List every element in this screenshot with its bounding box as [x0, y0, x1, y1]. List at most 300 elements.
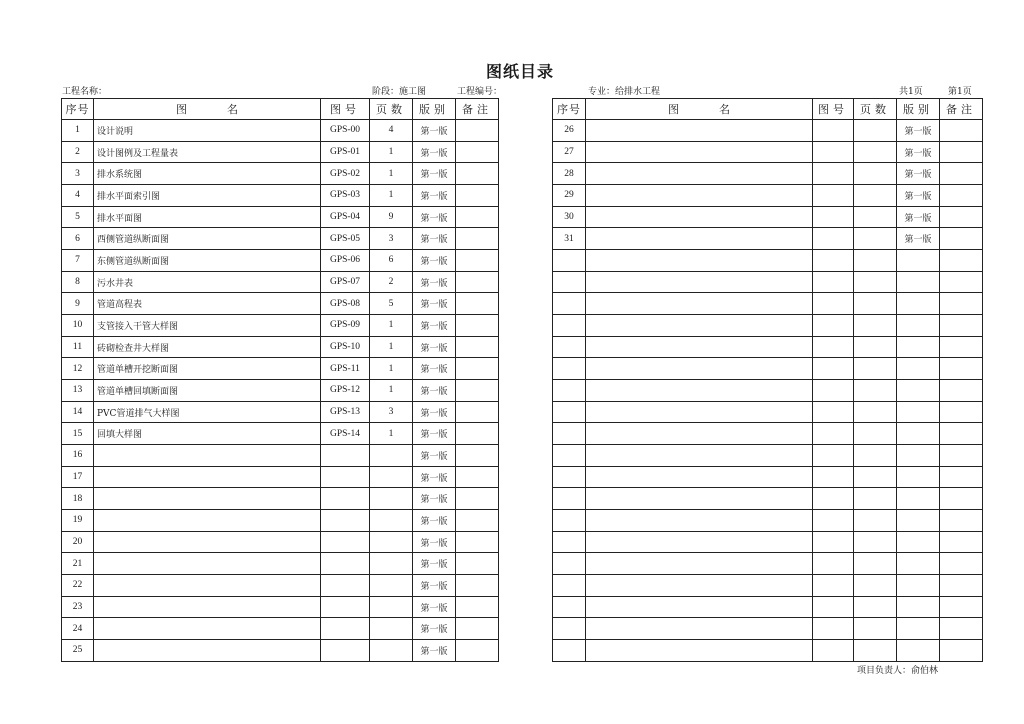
row-pages — [854, 466, 897, 488]
row-pages — [370, 575, 413, 597]
row-version: 第一版 — [413, 120, 456, 142]
row-name — [586, 358, 813, 380]
row-pages — [370, 445, 413, 467]
row-seq — [553, 531, 586, 553]
drawing-row — [62, 423, 499, 445]
row-seq: 15 — [62, 423, 94, 445]
row-code: GPS-14 — [321, 423, 370, 445]
row-code — [321, 596, 370, 618]
row-version — [897, 315, 940, 337]
row-remark — [940, 250, 983, 272]
row-code — [321, 488, 370, 510]
row-name: 设计图例及工程量表 — [94, 141, 321, 163]
row-seq: 3 — [62, 163, 94, 185]
project-responsible: 项目负责人：俞伯林 — [857, 666, 939, 676]
drawing-row — [553, 380, 983, 402]
row-remark — [456, 163, 499, 185]
row-seq: 16 — [62, 445, 94, 467]
row-remark — [940, 488, 983, 510]
row-remark — [940, 618, 983, 640]
row-version — [897, 336, 940, 358]
row-remark — [456, 120, 499, 142]
row-pages — [854, 206, 897, 228]
row-name — [94, 445, 321, 467]
drawing-row — [553, 228, 983, 250]
row-code — [813, 380, 854, 402]
row-remark — [940, 531, 983, 553]
row-name — [586, 315, 813, 337]
row-pages — [854, 553, 897, 575]
row-pages — [854, 401, 897, 423]
row-code — [321, 531, 370, 553]
row-pages — [854, 228, 897, 250]
row-name — [586, 618, 813, 640]
row-version: 第一版 — [413, 618, 456, 640]
row-name — [94, 531, 321, 553]
row-version: 第一版 — [413, 553, 456, 575]
row-pages — [370, 510, 413, 532]
row-seq — [553, 553, 586, 575]
row-code — [813, 271, 854, 293]
row-name: 排水平面索引图 — [94, 185, 321, 207]
project-name-label: 工程名称： — [62, 87, 108, 97]
header-seq: 序号 — [553, 99, 586, 120]
row-version: 第一版 — [413, 445, 456, 467]
row-name: PVC管道排气大样图 — [94, 401, 321, 423]
row-pages — [854, 120, 897, 142]
row-version: 第一版 — [413, 271, 456, 293]
row-name — [94, 575, 321, 597]
row-code — [813, 640, 854, 662]
drawing-row — [62, 553, 499, 575]
row-version — [897, 596, 940, 618]
discipline-label: 专业：给排水工程 — [588, 87, 661, 97]
row-pages — [854, 488, 897, 510]
drawing-row — [553, 315, 983, 337]
row-seq — [553, 358, 586, 380]
row-seq: 13 — [62, 380, 94, 402]
row-pages — [854, 250, 897, 272]
row-code: GPS-10 — [321, 336, 370, 358]
row-remark — [940, 510, 983, 532]
row-remark — [456, 141, 499, 163]
row-name — [586, 575, 813, 597]
row-name — [586, 250, 813, 272]
row-name — [586, 141, 813, 163]
row-name: 设计说明 — [94, 120, 321, 142]
row-version — [897, 293, 940, 315]
row-code — [813, 336, 854, 358]
row-version — [897, 531, 940, 553]
drawing-row — [62, 271, 499, 293]
row-name — [586, 336, 813, 358]
header-name: 图名 — [586, 99, 813, 120]
drawing-row — [62, 618, 499, 640]
drawing-row — [553, 640, 983, 662]
row-remark — [940, 640, 983, 662]
row-pages — [370, 531, 413, 553]
header-pages: 页数 — [370, 99, 413, 120]
row-code — [813, 596, 854, 618]
row-remark — [940, 141, 983, 163]
row-pages — [854, 423, 897, 445]
row-pages — [854, 380, 897, 402]
row-pages — [854, 293, 897, 315]
row-remark — [456, 618, 499, 640]
row-seq: 14 — [62, 401, 94, 423]
row-remark — [940, 401, 983, 423]
row-name — [586, 206, 813, 228]
row-seq: 27 — [553, 141, 586, 163]
row-remark — [940, 553, 983, 575]
row-code — [813, 250, 854, 272]
row-seq — [553, 401, 586, 423]
row-remark — [940, 336, 983, 358]
row-version — [897, 380, 940, 402]
table-header-row — [62, 99, 499, 120]
row-code — [321, 553, 370, 575]
row-version — [897, 575, 940, 597]
row-name — [586, 553, 813, 575]
row-remark — [940, 423, 983, 445]
row-code: GPS-09 — [321, 315, 370, 337]
row-pages — [854, 163, 897, 185]
row-pages: 4 — [370, 120, 413, 142]
row-code — [813, 228, 854, 250]
row-version — [897, 553, 940, 575]
drawing-row — [62, 250, 499, 272]
row-remark — [940, 228, 983, 250]
row-seq: 7 — [62, 250, 94, 272]
row-remark — [456, 250, 499, 272]
row-code: GPS-00 — [321, 120, 370, 142]
row-seq: 26 — [553, 120, 586, 142]
drawing-row — [553, 618, 983, 640]
row-pages — [854, 271, 897, 293]
row-seq: 28 — [553, 163, 586, 185]
row-code — [321, 575, 370, 597]
row-pages: 3 — [370, 401, 413, 423]
row-version: 第一版 — [413, 488, 456, 510]
row-name — [586, 466, 813, 488]
row-name — [94, 510, 321, 532]
row-remark — [456, 358, 499, 380]
row-pages — [854, 531, 897, 553]
drawing-row — [62, 380, 499, 402]
row-remark — [940, 163, 983, 185]
row-name: 西侧管道纵断面图 — [94, 228, 321, 250]
row-code — [813, 510, 854, 532]
header-name: 图名 — [94, 99, 321, 120]
drawing-row — [553, 293, 983, 315]
row-remark — [456, 531, 499, 553]
drawing-row — [62, 185, 499, 207]
row-code — [321, 466, 370, 488]
drawing-row — [553, 250, 983, 272]
row-code — [813, 206, 854, 228]
row-remark — [456, 553, 499, 575]
row-remark — [456, 315, 499, 337]
drawing-row — [553, 423, 983, 445]
row-remark — [456, 293, 499, 315]
row-seq: 6 — [62, 228, 94, 250]
row-code — [813, 445, 854, 467]
row-code — [321, 618, 370, 640]
stage-label: 阶段：施工图 — [372, 87, 427, 97]
drawing-row — [553, 596, 983, 618]
row-pages — [370, 553, 413, 575]
row-code: GPS-08 — [321, 293, 370, 315]
page-number: 第1页 — [948, 87, 972, 97]
row-version — [897, 423, 940, 445]
row-remark — [456, 596, 499, 618]
row-seq — [553, 466, 586, 488]
row-remark — [456, 445, 499, 467]
row-version: 第一版 — [413, 141, 456, 163]
row-remark — [456, 466, 499, 488]
row-pages: 1 — [370, 185, 413, 207]
row-version: 第一版 — [897, 206, 940, 228]
row-remark — [456, 423, 499, 445]
row-remark — [940, 380, 983, 402]
row-version: 第一版 — [413, 293, 456, 315]
row-pages — [370, 488, 413, 510]
row-remark — [456, 640, 499, 662]
row-remark — [940, 120, 983, 142]
row-remark — [456, 575, 499, 597]
row-pages — [854, 640, 897, 662]
row-version: 第一版 — [413, 596, 456, 618]
row-seq: 8 — [62, 271, 94, 293]
row-code — [813, 466, 854, 488]
row-pages: 1 — [370, 141, 413, 163]
row-remark — [940, 293, 983, 315]
row-version: 第一版 — [413, 315, 456, 337]
row-version: 第一版 — [413, 206, 456, 228]
row-code — [321, 445, 370, 467]
row-name — [94, 466, 321, 488]
row-version: 第一版 — [897, 185, 940, 207]
drawing-row — [553, 271, 983, 293]
drawing-row — [553, 206, 983, 228]
row-seq: 5 — [62, 206, 94, 228]
row-remark — [456, 488, 499, 510]
project-number-label: 工程编号： — [457, 87, 503, 97]
row-name — [586, 185, 813, 207]
row-pages: 1 — [370, 315, 413, 337]
row-pages: 1 — [370, 336, 413, 358]
row-remark — [456, 380, 499, 402]
row-version: 第一版 — [413, 466, 456, 488]
drawing-row — [62, 163, 499, 185]
row-code: GPS-04 — [321, 206, 370, 228]
row-version — [897, 271, 940, 293]
row-seq: 4 — [62, 185, 94, 207]
row-code — [813, 423, 854, 445]
row-code: GPS-06 — [321, 250, 370, 272]
row-code — [813, 315, 854, 337]
total-pages: 共1页 — [899, 87, 923, 97]
row-pages — [854, 185, 897, 207]
row-pages — [854, 510, 897, 532]
row-seq — [553, 336, 586, 358]
row-name — [586, 163, 813, 185]
row-pages — [854, 315, 897, 337]
row-code — [813, 141, 854, 163]
row-pages — [854, 618, 897, 640]
row-pages — [854, 336, 897, 358]
row-version: 第一版 — [897, 228, 940, 250]
row-seq: 21 — [62, 553, 94, 575]
row-name: 东侧管道纵断面图 — [94, 250, 321, 272]
row-name — [586, 531, 813, 553]
row-version: 第一版 — [897, 120, 940, 142]
row-pages: 1 — [370, 358, 413, 380]
row-seq: 29 — [553, 185, 586, 207]
row-version: 第一版 — [413, 401, 456, 423]
drawing-row — [553, 336, 983, 358]
row-pages: 1 — [370, 423, 413, 445]
row-code — [813, 293, 854, 315]
row-remark — [940, 575, 983, 597]
row-name — [94, 640, 321, 662]
row-code — [813, 358, 854, 380]
row-seq: 12 — [62, 358, 94, 380]
row-remark — [940, 315, 983, 337]
row-seq — [553, 488, 586, 510]
row-name: 管道高程表 — [94, 293, 321, 315]
row-seq: 9 — [62, 293, 94, 315]
row-remark — [940, 358, 983, 380]
row-name — [94, 618, 321, 640]
row-seq — [553, 250, 586, 272]
row-version — [897, 640, 940, 662]
drawing-row — [62, 293, 499, 315]
row-code — [813, 120, 854, 142]
row-seq: 19 — [62, 510, 94, 532]
drawing-row — [62, 640, 499, 662]
row-version — [897, 510, 940, 532]
header-code: 图号 — [813, 99, 854, 120]
drawing-row — [553, 466, 983, 488]
row-version: 第一版 — [413, 575, 456, 597]
header-version: 版别 — [413, 99, 456, 120]
row-code: GPS-13 — [321, 401, 370, 423]
row-code — [813, 185, 854, 207]
table-header-row — [553, 99, 983, 120]
row-pages — [370, 466, 413, 488]
row-name: 管道单槽回填断面图 — [94, 380, 321, 402]
row-pages — [854, 358, 897, 380]
row-name: 污水井表 — [94, 271, 321, 293]
header-pages: 页数 — [854, 99, 897, 120]
row-seq: 31 — [553, 228, 586, 250]
row-remark — [940, 596, 983, 618]
drawing-row — [62, 596, 499, 618]
row-name — [94, 596, 321, 618]
drawing-index-table-right — [552, 98, 983, 662]
row-version: 第一版 — [897, 163, 940, 185]
row-remark — [940, 185, 983, 207]
row-remark — [456, 336, 499, 358]
row-seq — [553, 618, 586, 640]
drawing-row — [62, 531, 499, 553]
row-seq — [553, 380, 586, 402]
row-seq: 23 — [62, 596, 94, 618]
row-pages — [854, 596, 897, 618]
row-version: 第一版 — [413, 250, 456, 272]
row-remark — [456, 206, 499, 228]
row-name — [586, 640, 813, 662]
drawing-row — [553, 358, 983, 380]
row-version: 第一版 — [897, 141, 940, 163]
row-pages: 6 — [370, 250, 413, 272]
row-pages: 3 — [370, 228, 413, 250]
row-code: GPS-05 — [321, 228, 370, 250]
header-seq: 序号 — [62, 99, 94, 120]
row-seq — [553, 640, 586, 662]
row-remark — [940, 206, 983, 228]
header-remark: 备注 — [940, 99, 983, 120]
row-version: 第一版 — [413, 163, 456, 185]
row-seq: 25 — [62, 640, 94, 662]
drawing-row — [62, 401, 499, 423]
row-name — [94, 553, 321, 575]
row-version — [897, 358, 940, 380]
drawing-row — [62, 575, 499, 597]
drawing-row — [62, 315, 499, 337]
drawing-row — [553, 120, 983, 142]
row-name: 支管接入干管大样图 — [94, 315, 321, 337]
row-code — [813, 488, 854, 510]
row-seq — [553, 445, 586, 467]
row-pages — [370, 596, 413, 618]
row-version: 第一版 — [413, 510, 456, 532]
row-version: 第一版 — [413, 336, 456, 358]
row-pages: 5 — [370, 293, 413, 315]
row-name — [586, 228, 813, 250]
row-seq — [553, 596, 586, 618]
row-name: 回填大样图 — [94, 423, 321, 445]
row-code: GPS-01 — [321, 141, 370, 163]
drawing-row — [553, 510, 983, 532]
row-seq: 24 — [62, 618, 94, 640]
drawing-row — [553, 531, 983, 553]
header-version: 版别 — [897, 99, 940, 120]
row-seq: 30 — [553, 206, 586, 228]
row-pages: 1 — [370, 380, 413, 402]
row-seq: 2 — [62, 141, 94, 163]
row-name — [586, 423, 813, 445]
row-seq: 1 — [62, 120, 94, 142]
page-title: 图纸目录 — [485, 62, 554, 81]
row-code — [813, 575, 854, 597]
drawing-row — [553, 575, 983, 597]
row-name: 排水平面图 — [94, 206, 321, 228]
row-pages: 9 — [370, 206, 413, 228]
drawing-row — [62, 120, 499, 142]
row-remark — [456, 510, 499, 532]
row-version: 第一版 — [413, 640, 456, 662]
drawing-index-table-left — [61, 98, 499, 662]
row-seq: 18 — [62, 488, 94, 510]
row-version — [897, 401, 940, 423]
drawing-row — [553, 553, 983, 575]
row-version — [897, 445, 940, 467]
row-name — [586, 510, 813, 532]
row-version — [897, 488, 940, 510]
row-name: 管道单槽开挖断面图 — [94, 358, 321, 380]
